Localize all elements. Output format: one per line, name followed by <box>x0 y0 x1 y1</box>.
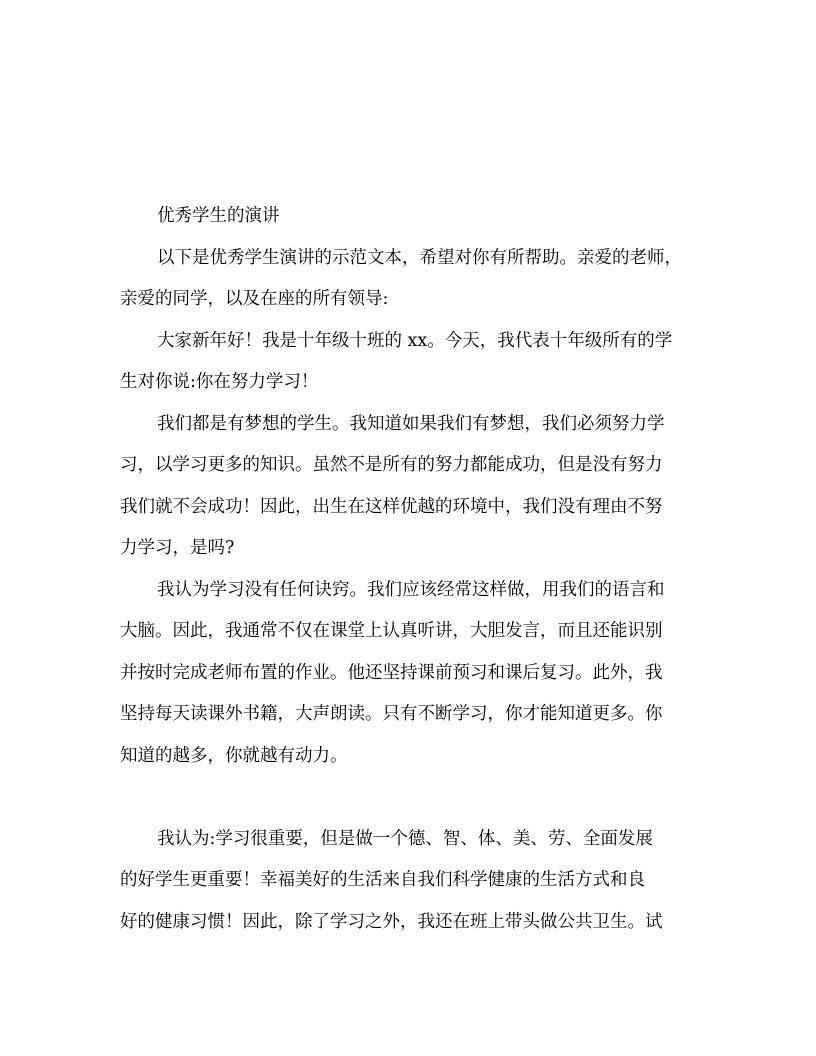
paragraph-line: 我认为:学习很重要，但是做一个德、智、体、美、劳、全面发展 <box>157 828 653 849</box>
paragraph-line: 并按时完成老师布置的作业。他还坚持课前预习和课后复习。此外，我 <box>120 662 663 683</box>
paragraph-line: 好的健康习惯！因此，除了学习之外，我还在班上带头做公共卫生。试 <box>120 911 663 932</box>
paragraph-line: 坚持每天读课外书籍，大声朗读。只有不断学习，你才能知道更多。你 <box>120 704 663 724</box>
paragraph-line: 亲爱的同学，以及在座的所有领导: <box>120 289 389 309</box>
document-body <box>120 196 695 943</box>
paragraph-line: 我们都是有梦想的学生。我知道如果我们有梦想，我们必须努力学 <box>157 413 665 434</box>
paragraph-line: 大家新年好！我是十年级十班的 xx。今天，我代表十年级所有的学 <box>157 330 673 351</box>
paragraph-line: 大脑。因此，我通常不仅在课堂上认真听讲，大胆发言，而且还能识别 <box>120 621 663 641</box>
paragraph-line: 知道的越多，你就越有动力。 <box>120 745 348 766</box>
paragraph-line: 的好学生更重要！幸福美好的生活来自我们科学健康的生活方式和良 <box>120 870 645 890</box>
paragraph-line: 习，以学习更多的知识。虽然不是所有的努力都能成功，但是没有努力 <box>120 455 663 475</box>
document-title: 优秀学生的演讲 <box>157 206 280 226</box>
paragraph-line: 生对你说:你在努力学习！ <box>120 372 319 392</box>
paragraph-line: 力学习，是吗? <box>120 538 235 558</box>
paragraph-gap <box>120 777 695 819</box>
paragraph-line: 我认为学习没有任何诀窍。我们应该经常这样做，用我们的语言和 <box>157 579 665 600</box>
paragraph-line: 我们就不会成功！因此，出生在这样优越的环境中，我们没有理由不努 <box>120 496 663 517</box>
paragraph-line: 以下是优秀学生演讲的示范文本，希望对你有所帮助。亲爱的老师， <box>157 247 682 268</box>
